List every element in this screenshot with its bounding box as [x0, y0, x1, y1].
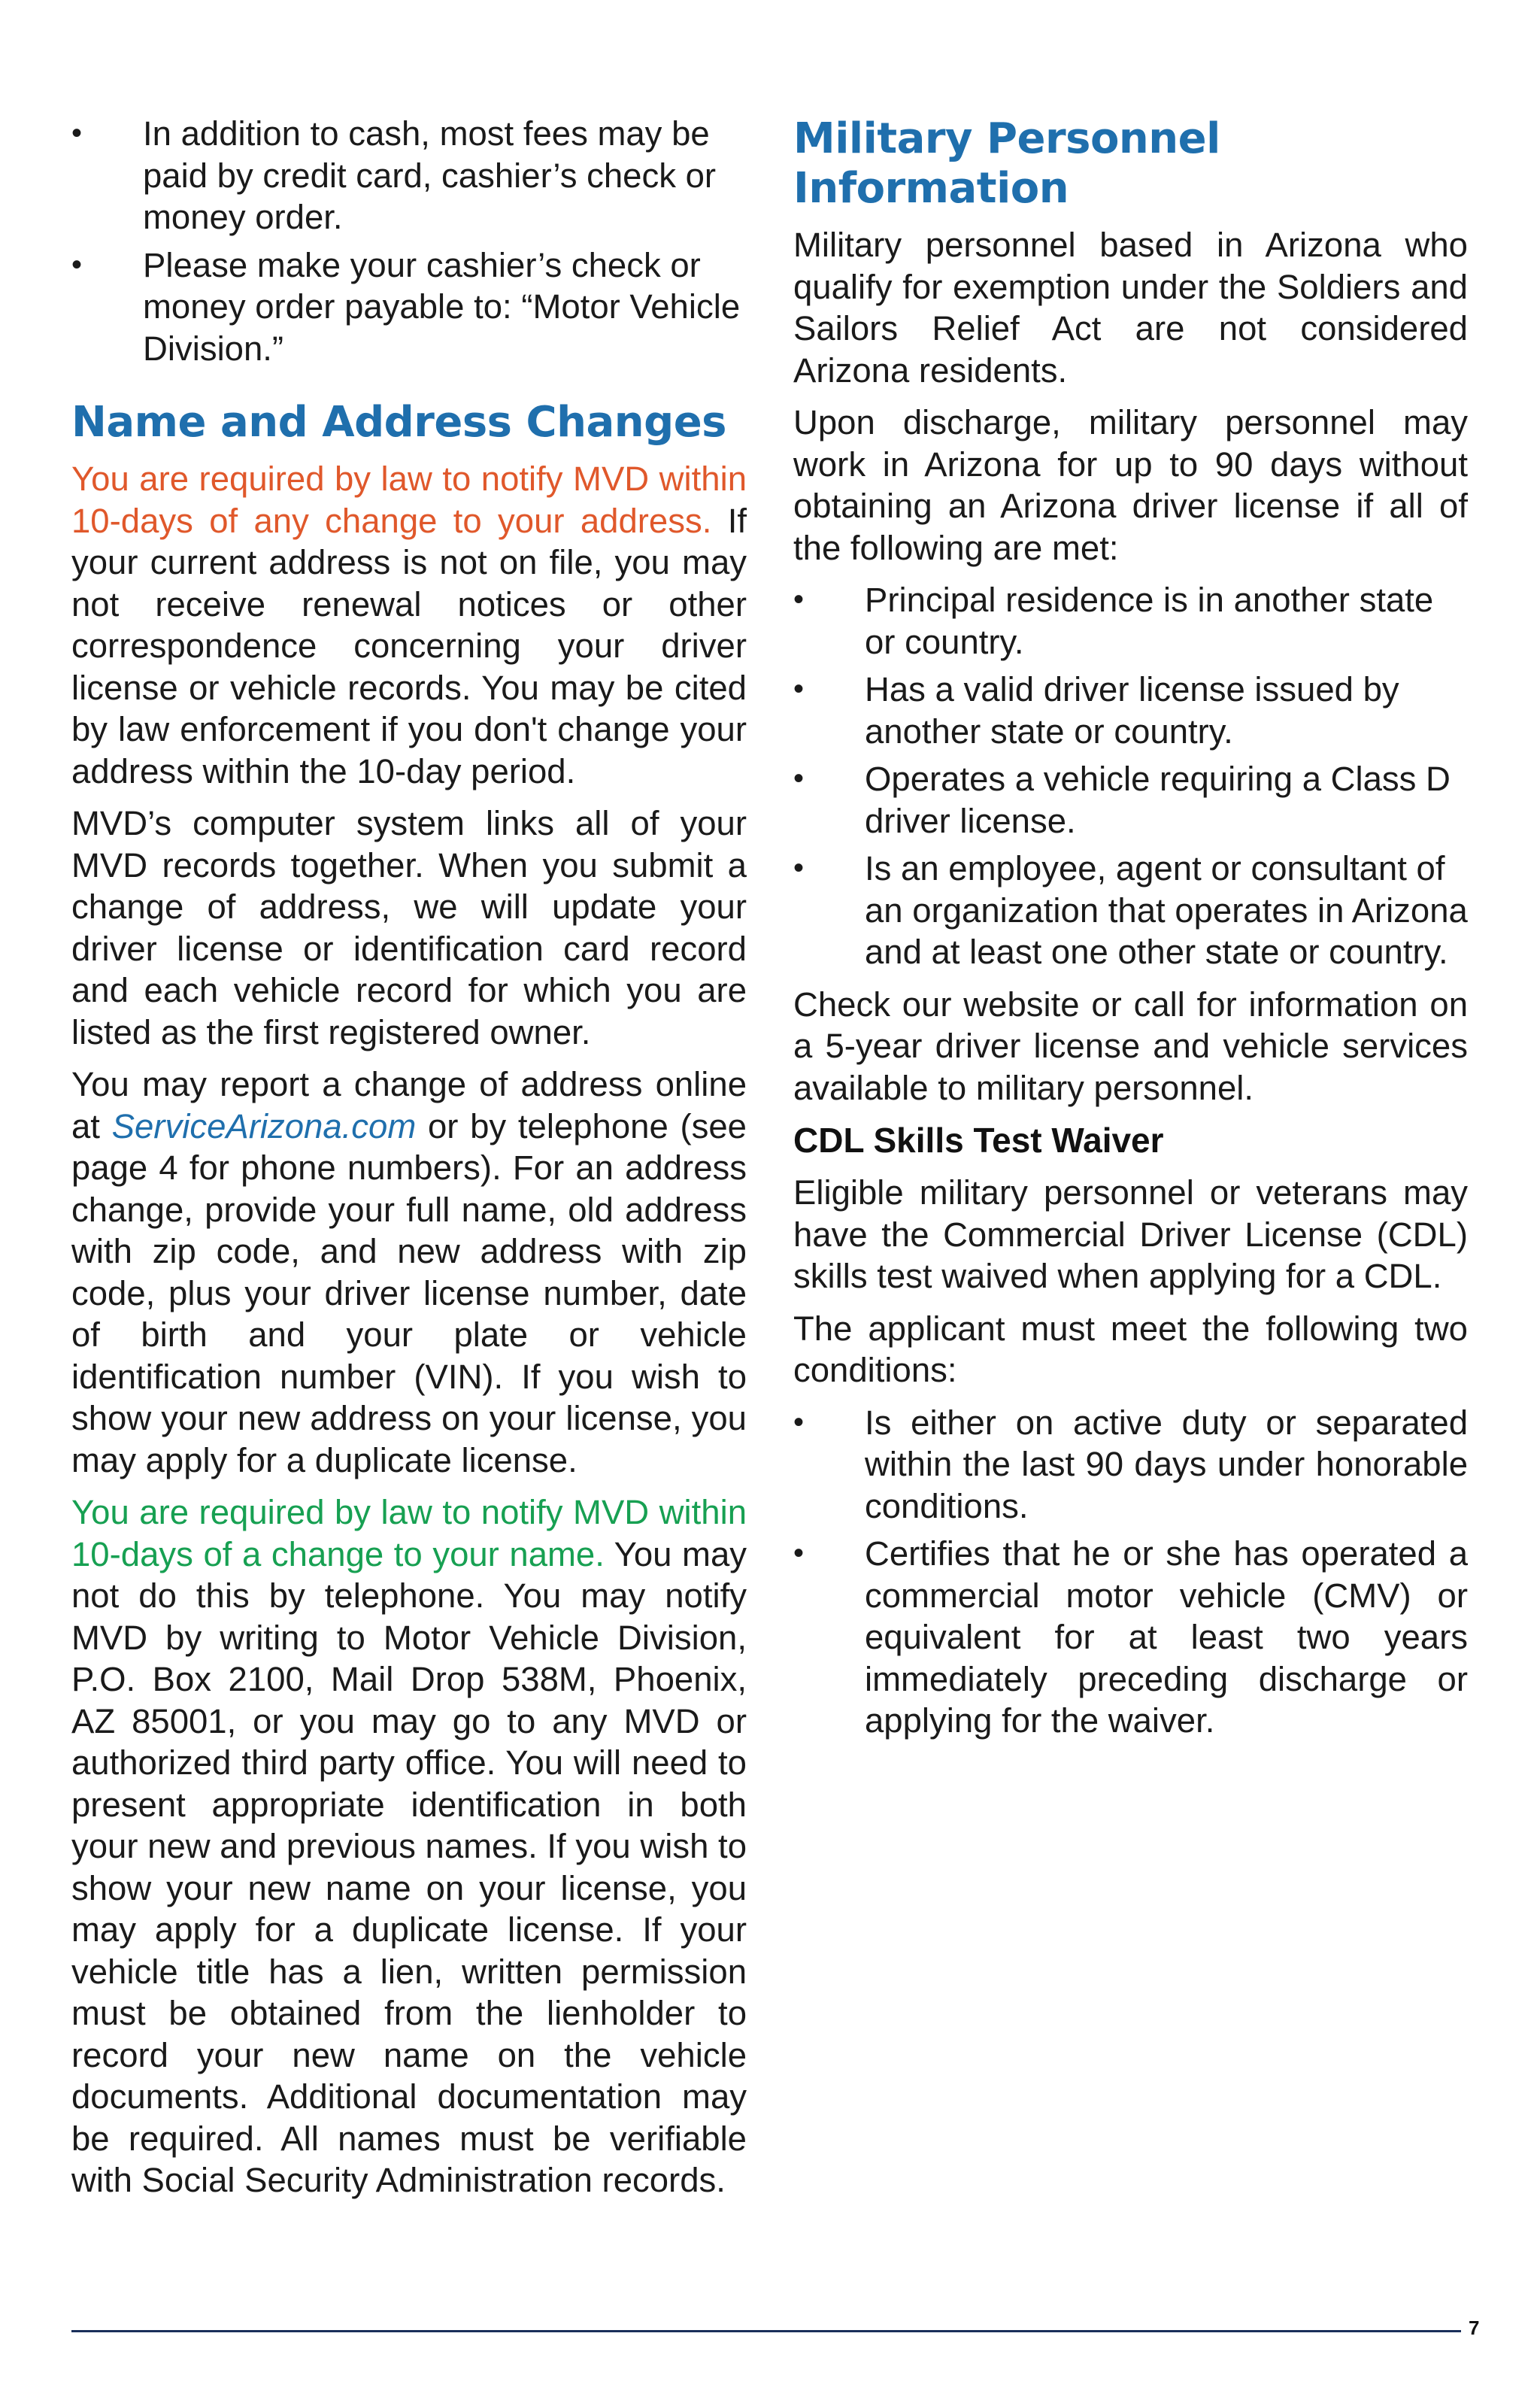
- bullet-icon: •: [71, 117, 83, 150]
- bullet-icon: •: [71, 247, 83, 281]
- right-column: [793, 113, 1468, 1752]
- address-change-paragraph: [71, 458, 747, 792]
- cdl-eligibility-paragraph: Eligible military personnel or veterans may have the Commercial Driver License (CDL) skills test waived when applying for a CDL.: [793, 1173, 1468, 1295]
- list-item: [793, 758, 1468, 842]
- name-requirement-highlight: You are required by law to notify MVD within 10-days of a change to your name.: [71, 1493, 747, 1573]
- list-item-text: In addition to cash, most fees may be paid by credit card, cashier’s check or money order.: [143, 114, 717, 236]
- page-number: 7: [1469, 2317, 1480, 2339]
- name-change-text: You may not do this by telephone. You may notify MVD by writing to Motor Vehicle Division, P.O. Box 2100, Mail Drop 538M, Phoenix, AZ 85001, or you may go to any MVD or authorized third party office. You will need to present appropriate identification in both your new and previous names. If you wish to show your new name on your license, you may apply for a duplicate license. If your vehicle title has a lien, written permission must be obtained from the lienholder to record your new name on the vehicle documents. Additional documentation may be required. All names must be verifiable with Social Security Administration records.: [71, 1534, 747, 2199]
- list-item: [793, 1402, 1468, 1528]
- military-services-paragraph: Check our website or call for information on a 5-year driver license and vehicle services available to military personnel.: [793, 985, 1468, 1107]
- list-item: [793, 1533, 1468, 1742]
- list-item-text: Please make your cashier’s check or money order payable to: “Motor Vehicle Division.”: [143, 245, 741, 368]
- address-requirement-highlight: You are required by law to notify MVD within 10-days of any change to your address.: [71, 460, 747, 540]
- military-conditions-list: [793, 579, 1468, 973]
- cdl-conditions-intro: The applicant must meet the following two conditions:: [793, 1309, 1468, 1389]
- list-item: [793, 579, 1468, 663]
- list-item-text: Is either on active duty or separated within the last 90 days under honorable conditions.: [865, 1403, 1468, 1525]
- left-column: [71, 113, 747, 2212]
- bullet-icon: •: [793, 762, 805, 795]
- report-address-text-after: or by telephone (see page 4 for phone numbers). For an address change, provide your full name, old address with zip code, and new address with zip code, plus your driver license number, date of birth and your plate or vehicle identification number (VIN). If you wish to show your new address on your license, you may apply for a duplicate license.: [71, 1106, 747, 1479]
- bullet-icon: •: [793, 583, 805, 616]
- military-heading: Military Personnel Information: [793, 114, 1220, 213]
- name-change-paragraph: [71, 1491, 747, 2201]
- list-item-text: Is an employee, agent or consultant of an organization that operates in Arizona and at least one other state or country.: [865, 849, 1468, 971]
- military-exemption-paragraph: Military personnel based in Arizona who qualify for exemption under the Soldiers and Sailors Relief Act are not considered Arizona residents.: [793, 226, 1468, 390]
- list-item-text: Has a valid driver license issued by another state or country.: [865, 670, 1399, 751]
- report-address-paragraph: [71, 1063, 747, 1481]
- servicearizona-link[interactable]: ServiceArizona.com: [111, 1106, 417, 1145]
- list-item: [793, 669, 1468, 752]
- list-item-text: Principal residence is in another state or country.: [865, 581, 1434, 661]
- bullet-icon: •: [793, 672, 805, 705]
- cdl-conditions-list: [793, 1402, 1468, 1742]
- cdl-waiver-heading: CDL Skills Test Waiver: [793, 1121, 1164, 1160]
- name-address-heading: Name and Address Changes: [71, 398, 727, 447]
- list-item: [793, 848, 1468, 973]
- bullet-icon: •: [793, 1537, 805, 1570]
- list-item: [71, 113, 747, 238]
- list-item: [71, 244, 747, 370]
- fee-payment-list: [71, 113, 747, 369]
- list-item-text: Certifies that he or she has operated a commercial motor vehicle (CMV) or equivalent for at least two years immediately preceding discharge or applying for the waiver.: [865, 1534, 1468, 1740]
- address-paragraph-text: If your current address is not on file, you may not receive renewal notices or other correspondence concerning your driver license or vehicle records. You may be cited by law enforcement if you don't change your address within the 10-day period.: [71, 501, 747, 790]
- military-discharge-paragraph: Upon discharge, military personnel may work in Arizona for up to 90 days without obtaining an Arizona driver license if all of the following are met:: [793, 403, 1468, 567]
- records-link-paragraph: MVD’s computer system links all of your MVD records together. When you submit a change of address, we will update your driver license or identification card record and each vehicle record for which you are listed as the first registered owner.: [71, 804, 747, 1051]
- bullet-icon: •: [793, 1405, 805, 1439]
- bullet-icon: •: [793, 851, 805, 884]
- report-address-text-before: You may report a change of address online at: [71, 1065, 747, 1145]
- footer-divider: [71, 2330, 1461, 2332]
- list-item-text: Operates a vehicle requiring a Class D driver license.: [865, 760, 1451, 840]
